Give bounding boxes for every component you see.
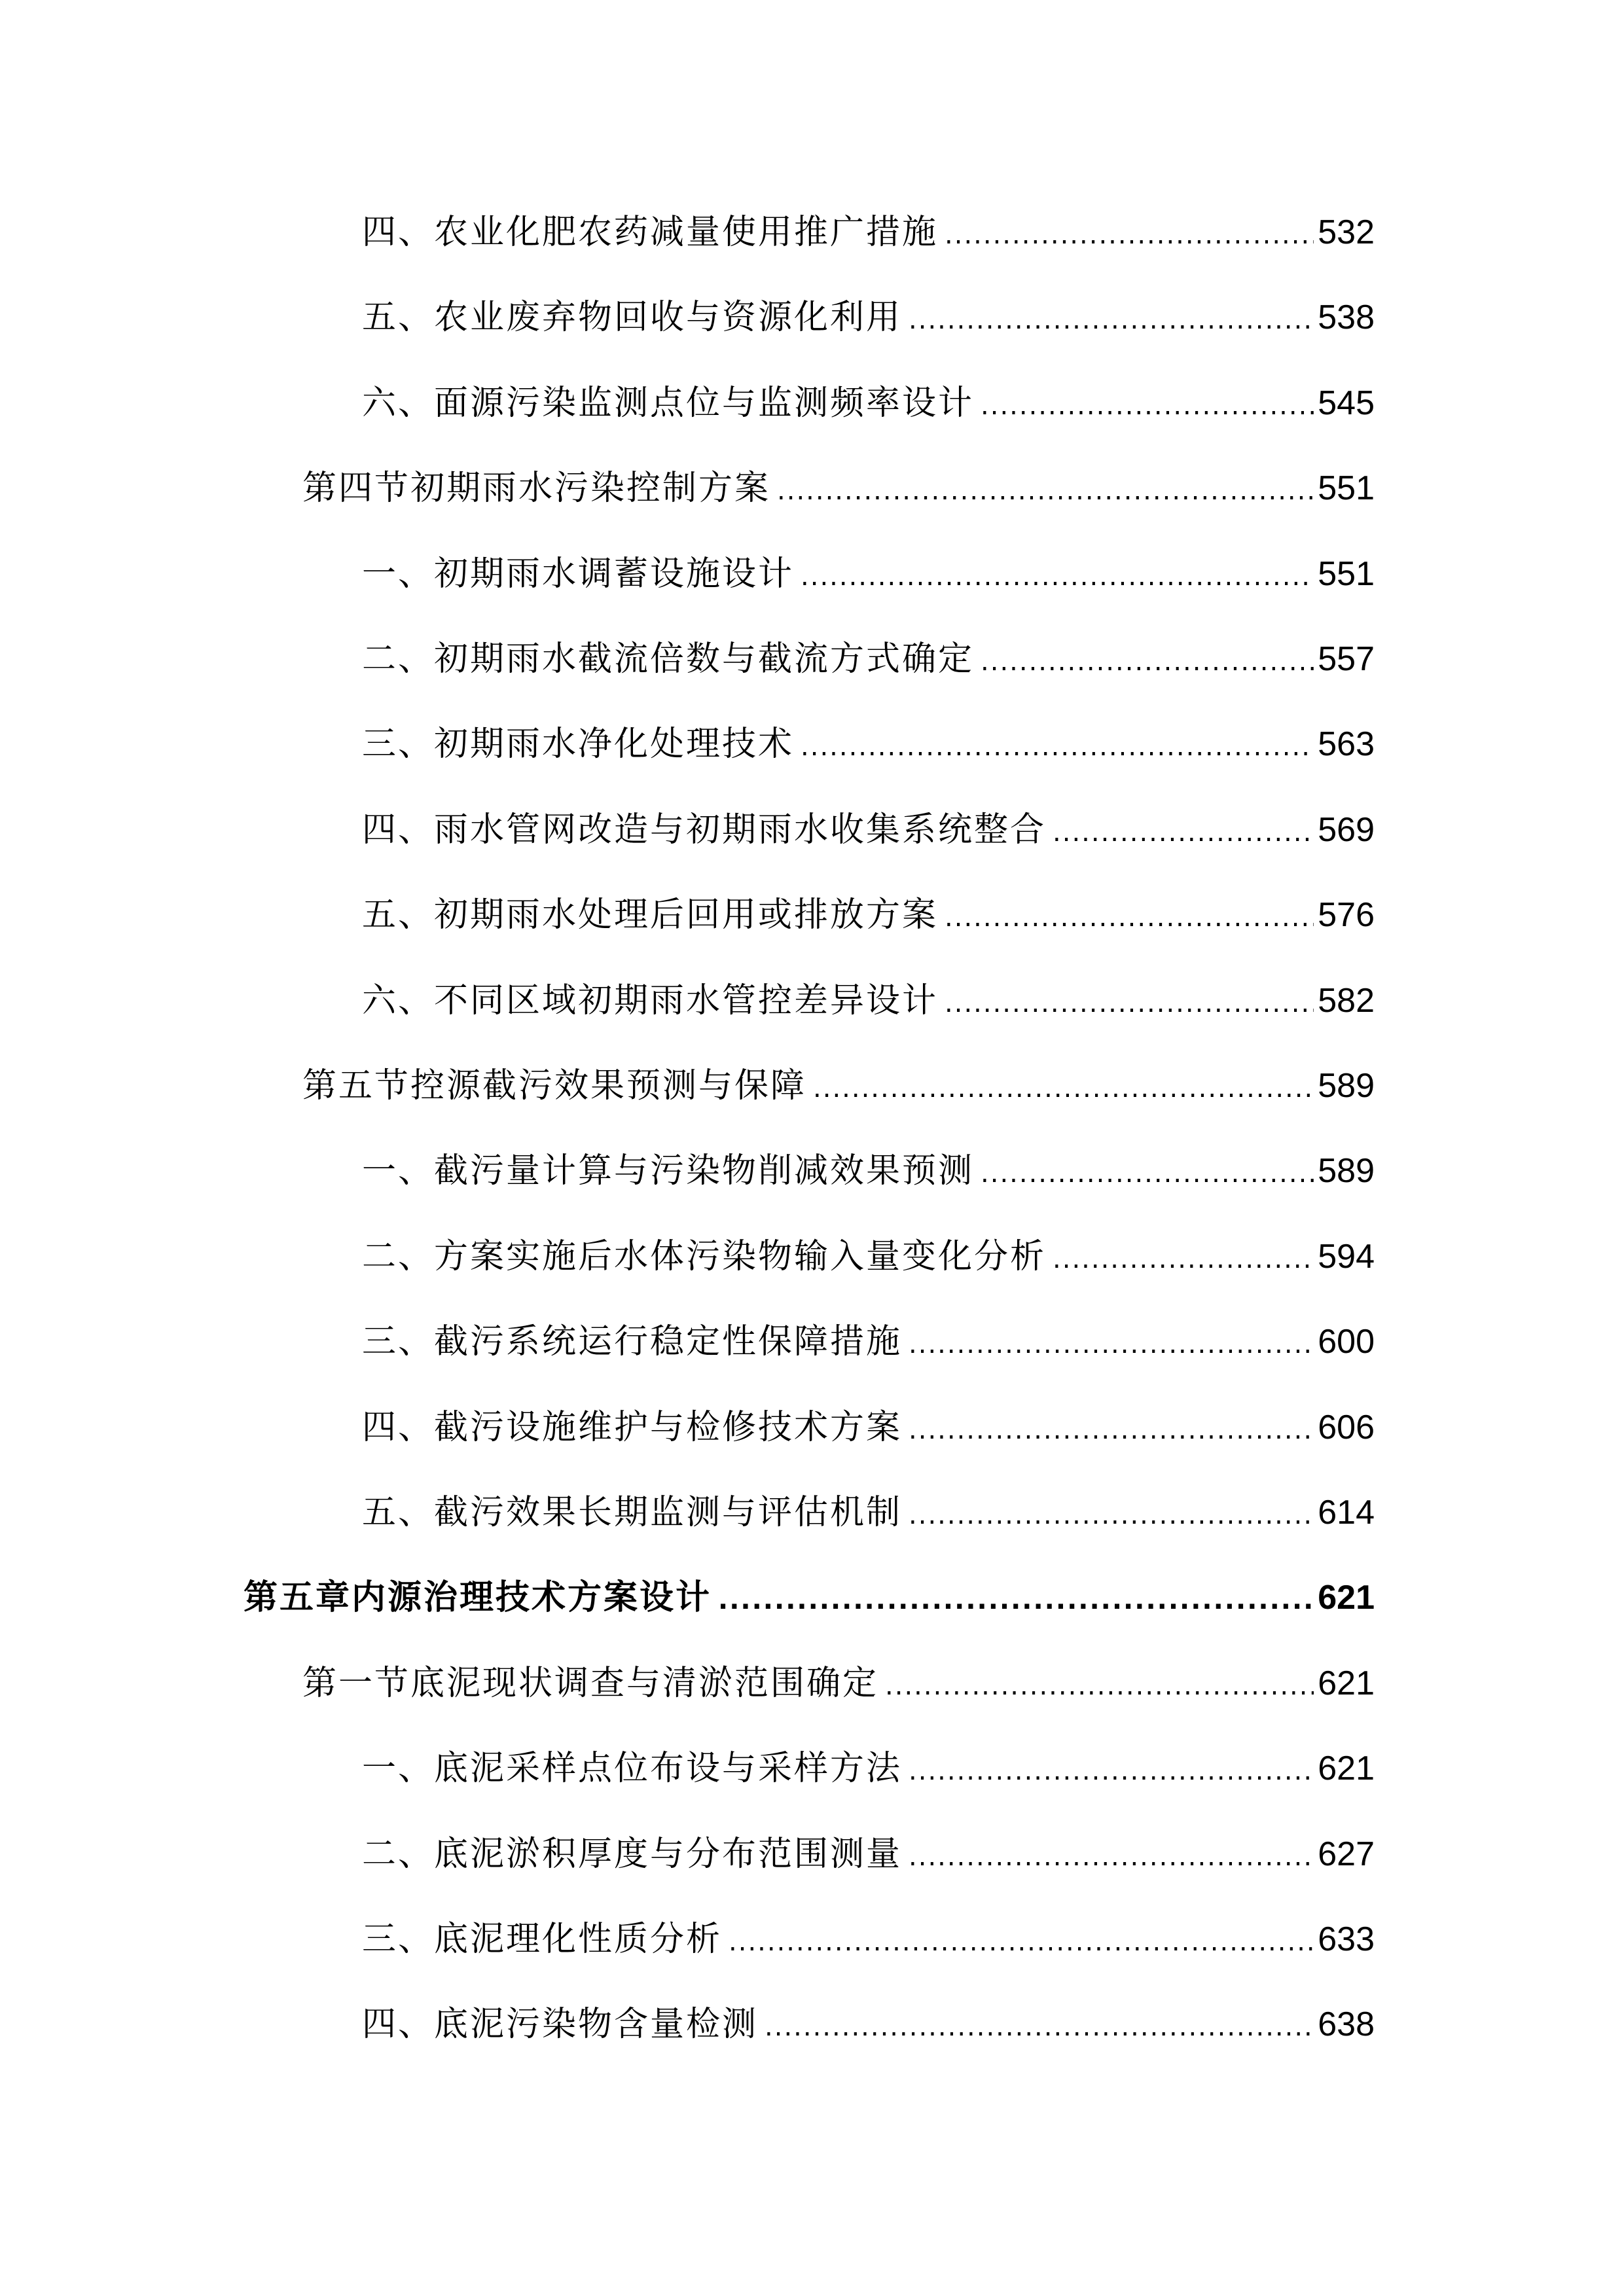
toc-dot-leader: [1053, 1230, 1314, 1289]
toc-entry[interactable]: [362, 886, 1375, 944]
toc-entry-title: 二、初期雨水截流倍数与截流方式确定: [362, 639, 975, 679]
toc-entry[interactable]: [362, 1312, 1375, 1371]
toc-dot-leader: [945, 206, 1314, 264]
toc-dot-leader: [729, 1912, 1314, 1971]
toc-entry-page-number: 589: [1318, 1067, 1375, 1105]
toc-entry[interactable]: [302, 1654, 1375, 1713]
toc-dot-leader: [765, 1998, 1314, 2056]
toc-dot-leader: [909, 1315, 1314, 1374]
toc-entry-page-number: 569: [1318, 811, 1375, 849]
toc-entry-title: 第五节控源截污效果预测与保障: [302, 1066, 807, 1105]
toc-entry-page-number: 582: [1318, 982, 1375, 1020]
toc-entry-page-number: 638: [1318, 2005, 1375, 2043]
toc-dot-leader: [945, 888, 1314, 947]
toc-entry-title: 第五章内源治理技术方案设计: [244, 1578, 712, 1617]
toc-dot-leader: [981, 376, 1314, 435]
toc-entry[interactable]: [362, 545, 1375, 603]
toc-entry-page-number: 594: [1318, 1238, 1375, 1276]
toc-entry-page-number: 551: [1318, 555, 1375, 593]
toc-entry-title: 六、不同区域初期雨水管控差异设计: [362, 981, 939, 1020]
toc-entry[interactable]: [302, 1056, 1375, 1115]
toc-dot-leader: [718, 1571, 1314, 1630]
toc-entry-page-number: 627: [1318, 1835, 1375, 1873]
toc-dot-leader: [885, 1657, 1314, 1715]
toc-entry-page-number: 563: [1318, 725, 1375, 763]
toc-dot-leader: [909, 1742, 1314, 1801]
toc-entry-page-number: 621: [1318, 1579, 1375, 1617]
toc-entry-page-number: 621: [1318, 1664, 1375, 1702]
toc-dot-leader: [777, 461, 1314, 520]
toc-entry-page-number: 532: [1318, 213, 1375, 251]
toc-dot-leader: [909, 1401, 1314, 1460]
toc-dot-leader: [981, 632, 1314, 691]
toc-entry-title: 一、初期雨水调蓄设施设计: [362, 554, 795, 594]
toc-entry-title: 五、农业废弃物回收与资源化利用: [362, 298, 903, 337]
toc-entry-title: 四、底泥污染物含量检测: [362, 2005, 759, 2044]
toc-entry-title: 一、底泥采样点位布设与采样方法: [362, 1749, 903, 1788]
toc-entry-title: 四、农业化肥农药减量使用推广措施: [362, 213, 939, 252]
toc-entry-title: 二、方案实施后水体污染物输入量变化分析: [362, 1237, 1047, 1276]
toc-entry-page-number: 633: [1318, 1920, 1375, 1958]
toc-entry[interactable]: [362, 1739, 1375, 1798]
toc-entry[interactable]: [362, 1227, 1375, 1286]
toc-entry[interactable]: [362, 800, 1375, 859]
toc-dot-leader: [909, 1827, 1314, 1886]
toc-entry-title: 第一节底泥现状调查与清淤范围确定: [302, 1664, 879, 1703]
toc-entry[interactable]: [302, 459, 1375, 518]
toc-entry-page-number: 538: [1318, 298, 1375, 336]
toc-dot-leader: [801, 717, 1314, 776]
toc-entry[interactable]: [362, 715, 1375, 774]
toc-entry-page-number: 600: [1318, 1323, 1375, 1361]
toc-entry[interactable]: [362, 1995, 1375, 2054]
toc-entry-title: 五、截污效果长期监测与评估机制: [362, 1493, 903, 1532]
toc-dot-leader: [813, 1059, 1314, 1118]
toc-entry[interactable]: [362, 1398, 1375, 1457]
toc-entry-page-number: 606: [1318, 1408, 1375, 1446]
toc-entry[interactable]: [362, 1483, 1375, 1542]
toc-entry-page-number: 589: [1318, 1152, 1375, 1190]
toc-entry-title: 六、面源污染监测点位与监测频率设计: [362, 384, 975, 423]
toc-entry[interactable]: [362, 203, 1375, 262]
toc-entry[interactable]: [362, 630, 1375, 689]
toc-entry-title: 二、底泥淤积厚度与分布范围测量: [362, 1835, 903, 1874]
toc-dot-leader: [909, 1486, 1314, 1545]
toc-entry-title: 五、初期雨水处理后回用或排放方案: [362, 895, 939, 935]
toc-entry-page-number: 614: [1318, 1494, 1375, 1532]
toc-entry-page-number: 621: [1318, 1749, 1375, 1787]
toc-entry-page-number: 551: [1318, 469, 1375, 507]
toc-dot-leader: [945, 974, 1314, 1033]
toc-entry[interactable]: [362, 1910, 1375, 1969]
toc-entry[interactable]: [362, 1825, 1375, 1884]
toc-entry-title: 第四节初期雨水污染控制方案: [302, 469, 771, 508]
toc-entry-title: 一、截污量计算与污染物削减效果预测: [362, 1151, 975, 1191]
toc-entry-title: 四、截污设施维护与检修技术方案: [362, 1408, 903, 1447]
toc-entry[interactable]: [362, 374, 1375, 433]
toc-dot-leader: [1053, 803, 1314, 862]
toc-entry-page-number: 545: [1318, 384, 1375, 422]
toc-entry-title: 三、初期雨水净化处理技术: [362, 725, 795, 764]
toc-entry-title: 四、雨水管网改造与初期雨水收集系统整合: [362, 810, 1047, 850]
toc-dot-leader: [801, 547, 1314, 606]
toc-entry-title: 三、底泥理化性质分析: [362, 1920, 723, 1959]
toc-entry[interactable]: [362, 1141, 1375, 1200]
toc-dot-leader: [981, 1144, 1314, 1203]
toc-entry-page-number: 557: [1318, 640, 1375, 678]
toc-entry[interactable]: [362, 288, 1375, 347]
toc-entry-title: 三、截污系统运行稳定性保障措施: [362, 1322, 903, 1361]
toc-dot-leader: [909, 291, 1314, 350]
toc-entry-page-number: 576: [1318, 896, 1375, 934]
toc-entry[interactable]: [362, 971, 1375, 1030]
toc-entry[interactable]: [244, 1568, 1375, 1627]
